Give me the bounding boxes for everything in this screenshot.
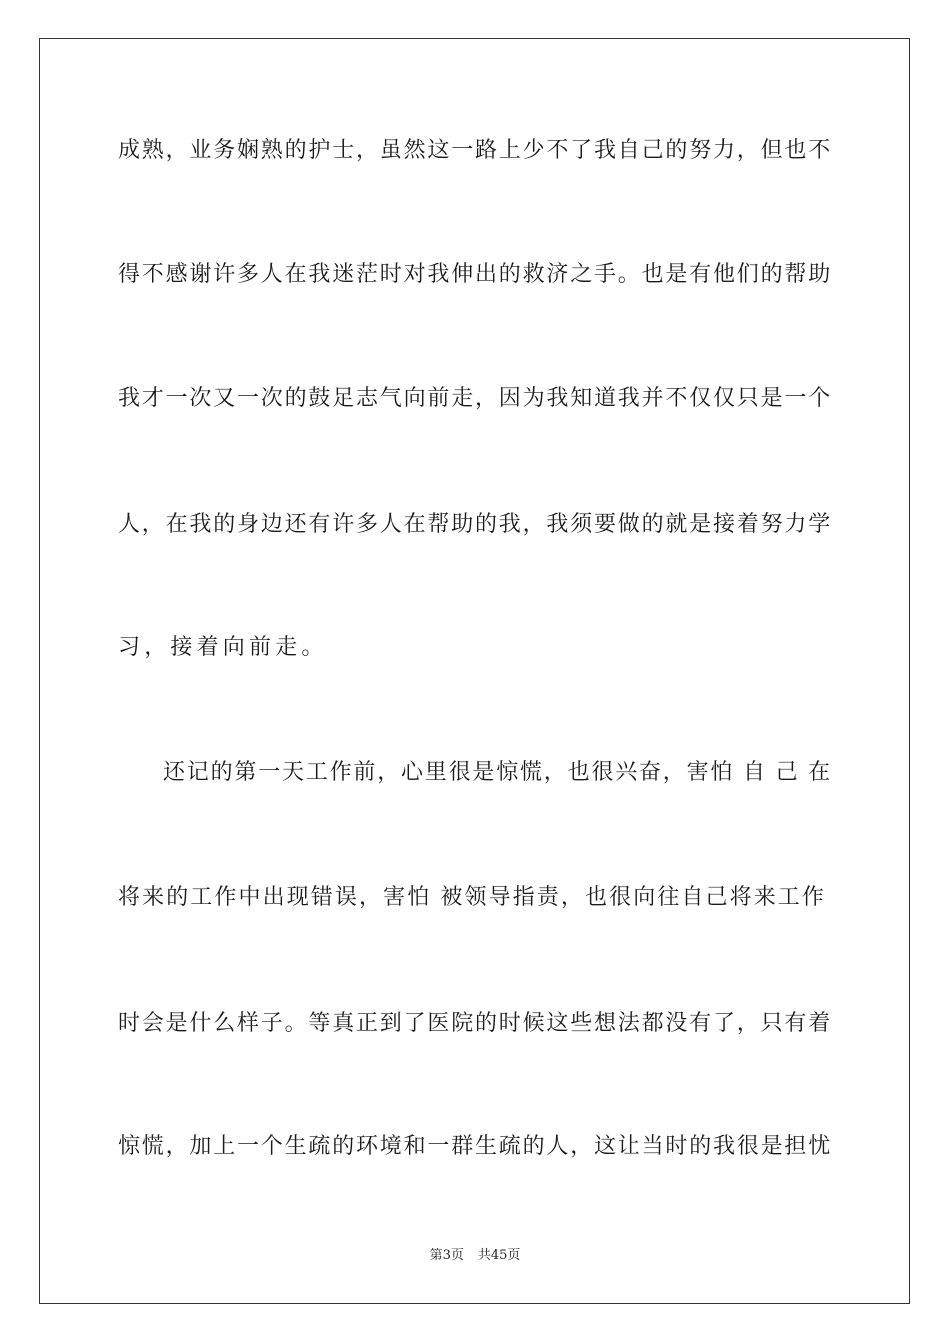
paragraph-2-line-3: 时会是什么样子。等真正到了医院的时候这些想法都没有了，只有着	[118, 1011, 833, 1036]
body-line-3: 我才一次又一次的鼓足志气向前走，因为我知道我并不仅仅只是一个	[118, 386, 833, 411]
body-line-4: 人，在我的身边还有许多人在帮助的我，我须要做的就是接着努力学	[118, 512, 833, 537]
paragraph-2-line-4: 惊慌，加上一个生疏的环境和一群生疏的人，这让当时的我很是担忧	[118, 1134, 833, 1159]
paragraph-2-line-1: 还记的第一天工作前，心里很是惊慌，也很兴奋，害怕 自 己 在	[163, 760, 832, 785]
body-line-2: 得不感谢许多人在我迷茫时对我伸出的救济之手。也是有他们的帮助	[118, 262, 833, 287]
page-footer	[0, 1247, 950, 1265]
page-number: 第3页	[429, 1248, 464, 1263]
total-pages: 共45页	[477, 1248, 521, 1263]
body-line-5: 习，接着向前走。	[118, 635, 328, 660]
paragraph-2-line-2: 将来的工作中出现错误，害怕 被领导指责，也很向往自己将来工作	[118, 885, 826, 910]
body-line-1: 成熟，业务娴熟的护士，虽然这一路上少不了我自己的努力，但也不	[118, 138, 833, 163]
page-border	[39, 38, 910, 1304]
